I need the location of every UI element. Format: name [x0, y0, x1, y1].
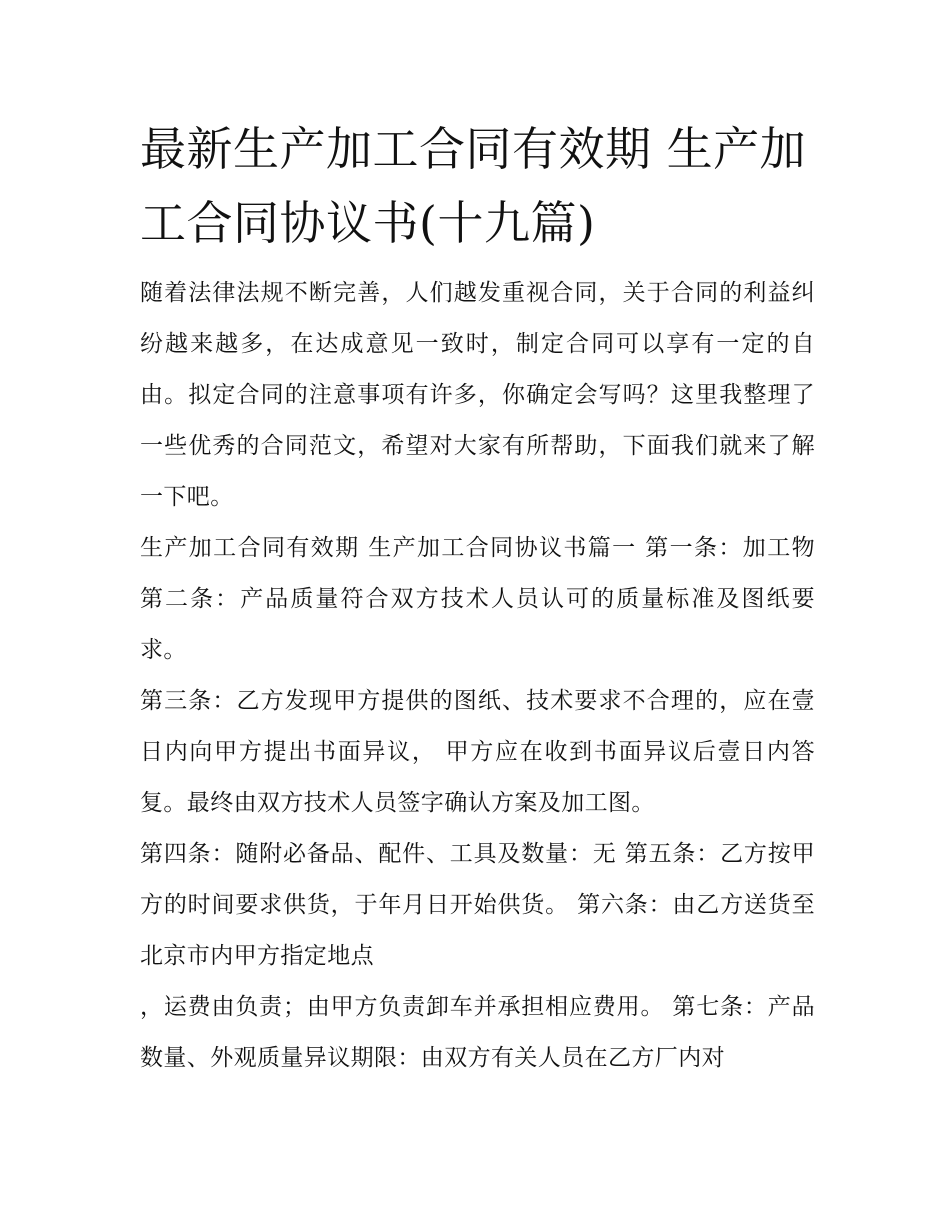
document-title: 最新生产加工合同有效期 生产加工合同协议书(十九篇) [140, 122, 807, 250]
article-3-paragraph: 第三条：乙方发现甲方提供的图纸、技术要求不合理的，应在壹日内向甲方提出书面异议， 甲方应在收到书面异议后壹日内答复。最终由双方技术人员签字确认方案及加工图。 [140, 688, 815, 816]
article-1-2-paragraph: 生产加工合同有效期 生产加工合同协议书篇一 第一条：加工物 第二条：产品质量符合双方技术人员认可的质量标准及图纸要求。 [140, 535, 823, 663]
intro-paragraph: 随着法律法规不断完善，人们越发重视合同，关于合同的利益纠纷越来越多，在达成意见一致时，制定合同可以享有一定的自由。拟定合同的注意事项有许多，你确定会写吗？这里我整理了一些优秀的合同范文，希望对大家有所帮助，下面我们就来了解一下吧。 [140, 280, 815, 510]
document-body [140, 268, 823, 1084]
article-4-6-paragraph: 第四条：随附必备品、配件、工具及数量：无 第五条：乙方按甲方的时间要求供货，于年月日开始供货。 第六条：由乙方送货至北京市内甲方指定地点 [140, 841, 815, 969]
document-page [140, 112, 823, 1084]
article-7-paragraph: ，运费由负责；由甲方负责卸车并承担相应费用。 第七条：产品数量、外观质量异议期限：由双方有关人员在乙方厂内对 [140, 994, 815, 1071]
